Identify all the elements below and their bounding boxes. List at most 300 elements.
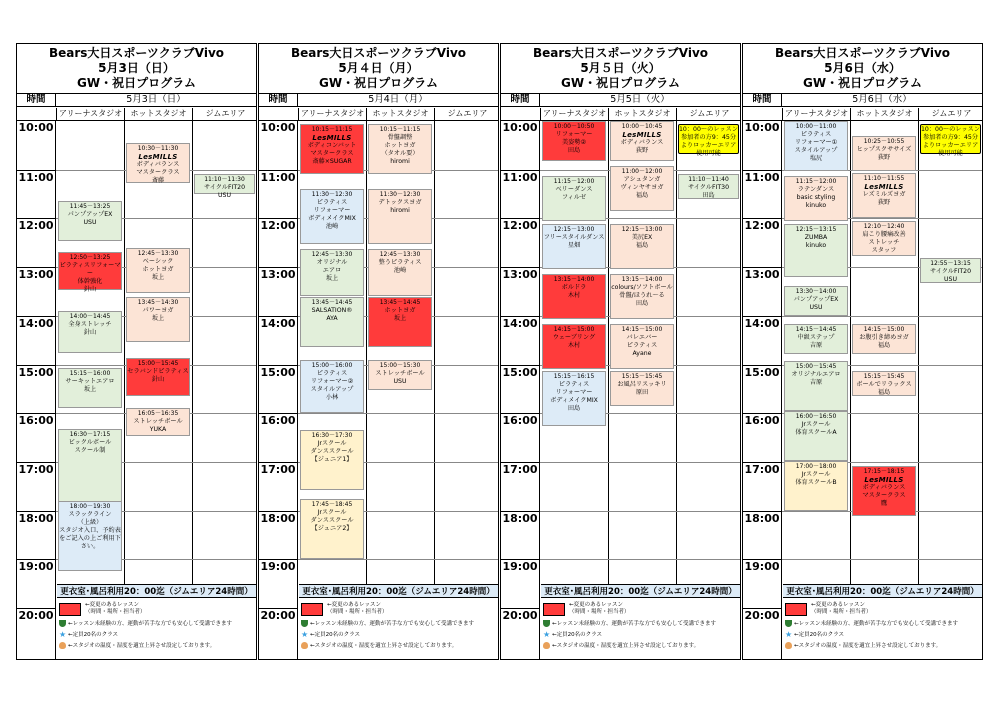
class-time: 10:00－10:45 xyxy=(621,123,663,130)
class-time: 14:15－15:00 xyxy=(553,326,595,333)
class-block[interactable] xyxy=(126,248,190,293)
class-line: 木村 xyxy=(567,342,581,349)
class-line: hiromi xyxy=(390,207,410,214)
hour-label: 17:00 xyxy=(17,462,55,510)
class-line: 荻野 xyxy=(635,147,649,154)
class-block[interactable] xyxy=(58,252,122,293)
class-line: 田島 xyxy=(567,147,581,154)
hour-label: 14:00 xyxy=(17,316,55,364)
hour-label: 18:00 xyxy=(259,511,297,559)
class-block[interactable] xyxy=(300,430,364,490)
class-time: 10:00－10:50 xyxy=(553,123,595,130)
class-block[interactable] xyxy=(784,461,848,511)
class-time: 15:00－16:00 xyxy=(311,362,353,369)
class-line: 【ジュニア1】 xyxy=(311,456,353,463)
hour-label: 12:00 xyxy=(743,218,781,266)
class-time: 13:30－14:00 xyxy=(795,288,837,295)
class-time: 11:30－12:30 xyxy=(379,191,421,198)
class-time: 12:15－13:00 xyxy=(621,226,663,233)
hour-label: 20:00 xyxy=(17,608,55,656)
class-line: ボディメイクMIX xyxy=(550,397,598,404)
legend-change: ←変更のあるレッスン xyxy=(811,602,866,608)
class-line: マスタークラス xyxy=(310,150,354,157)
class-line: ピラティス xyxy=(316,199,348,206)
hour-label: 15:00 xyxy=(501,365,539,413)
class-time: 15:00－15:30 xyxy=(379,362,421,369)
class-line: サイクルFIT20 xyxy=(203,184,246,191)
class-block[interactable] xyxy=(368,360,432,390)
class-line: USU xyxy=(218,192,231,199)
class-line: ピラティス xyxy=(626,342,658,349)
class-line: 田島 xyxy=(635,300,649,307)
class-line: ピラティス xyxy=(316,370,348,377)
class-line: ヒップスクササイズ xyxy=(856,146,912,153)
class-line: サイクルFIT20 xyxy=(929,268,972,275)
class-line: 木村 xyxy=(567,292,581,299)
beginner-icon xyxy=(59,620,66,627)
class-line: USU xyxy=(944,276,957,283)
class-block[interactable] xyxy=(368,124,432,174)
class-block[interactable] xyxy=(368,297,432,347)
schedule-panel xyxy=(742,43,983,660)
class-line: 吉原 xyxy=(809,342,823,349)
class-line: 斎藤×SUGAR xyxy=(312,158,352,165)
class-line: ヴィンヤサヨガ xyxy=(620,184,664,191)
hour-label: 13:00 xyxy=(259,267,297,315)
class-line: リフォーマー xyxy=(313,207,351,214)
class-line: お風呂リスッキリ xyxy=(617,381,667,388)
class-line: ボディコンバット xyxy=(307,142,357,149)
schedule-panel xyxy=(500,43,741,660)
class-line: 福島 xyxy=(635,242,649,249)
class-line: パンプアップEX xyxy=(793,296,839,303)
column-hot: ホットスタジオ xyxy=(609,108,677,120)
hour-label: 12:00 xyxy=(259,218,297,266)
schedule-panel xyxy=(16,43,257,660)
legend-fire: ←スタジオの温度・湿度を適宜上昇させ設定しております。 xyxy=(310,643,458,649)
class-line: LesMILLS xyxy=(312,134,352,142)
class-line: 田島 xyxy=(702,192,715,199)
class-line: ZUMBA xyxy=(804,234,828,241)
hour-label: 12:00 xyxy=(501,218,539,266)
class-time: 18:00－19:30 xyxy=(69,503,111,510)
class-line: Jrスクール xyxy=(317,440,347,447)
hour-label: 11:00 xyxy=(501,170,539,218)
fire-icon xyxy=(785,642,792,649)
class-line: 坂上 xyxy=(151,315,165,322)
class-line: 池崎 xyxy=(393,267,407,274)
class-time: 15:15－16:15 xyxy=(553,373,595,380)
hour-label: 15:00 xyxy=(17,365,55,413)
class-line: スクール制 xyxy=(74,447,106,454)
date-label: 5月6日（水） xyxy=(852,94,912,105)
legend xyxy=(299,599,498,660)
hour-label: 10:00 xyxy=(502,121,538,134)
class-line: をご記入の上ご利用下 xyxy=(59,535,121,542)
class-block[interactable] xyxy=(300,249,364,296)
class-line: ベリーダンス xyxy=(555,186,593,193)
class-block[interactable] xyxy=(678,124,739,157)
class-line: ボールでリラックス xyxy=(856,381,912,388)
class-block[interactable] xyxy=(368,189,432,244)
class-block[interactable] xyxy=(920,258,981,283)
class-time: 11:10－11:30 xyxy=(204,176,245,183)
class-block[interactable] xyxy=(542,274,606,319)
hour-label: 16:00 xyxy=(501,413,539,461)
class-line: ストレッチボール xyxy=(375,370,425,377)
hour-label: 13:00 xyxy=(501,267,539,315)
class-line: エアロ xyxy=(322,267,342,274)
changed-swatch xyxy=(785,603,807,616)
club-title: Bears大日スポーツクラブVivo xyxy=(774,46,951,60)
class-block[interactable] xyxy=(300,360,364,413)
hour-label: 14:00 xyxy=(743,316,781,364)
class-time: 16:30－17:15 xyxy=(69,431,111,438)
hour-label: 17:00 xyxy=(259,462,297,510)
legend xyxy=(541,599,740,660)
class-time: 11:10－11:40 xyxy=(688,176,729,183)
class-line: （上級） xyxy=(77,519,103,526)
schedule-panel xyxy=(258,43,499,660)
class-block[interactable] xyxy=(58,429,122,509)
class-line: ボディメイクMIX xyxy=(308,215,356,222)
time-header: 時間 xyxy=(259,94,298,106)
class-time: 13:45－14:45 xyxy=(379,299,421,306)
hour-label: 19:00 xyxy=(501,559,539,607)
class-block[interactable] xyxy=(610,274,674,319)
class-time: 12:45－13:30 xyxy=(137,250,179,257)
class-line: 鷹 xyxy=(880,500,888,507)
class-line: ボディバランス xyxy=(862,484,906,491)
class-line: パワーヨガ xyxy=(142,307,174,314)
fire-icon xyxy=(59,642,66,649)
legend-beginner: ←レッスン未経験の方、運動が苦手な方でも安心して受講できます xyxy=(552,621,717,627)
class-time: 17:45－18:45 xyxy=(311,501,353,508)
hour-label: 15:00 xyxy=(259,365,297,413)
class-line: AYA xyxy=(326,315,338,322)
club-title: Bears大日スポーツクラブVivo xyxy=(532,46,709,60)
class-line: スタイルアップ xyxy=(794,147,838,154)
hour-label: 13:00 xyxy=(17,267,55,315)
legend-star: ←定員20名のクラス xyxy=(68,632,118,638)
class-time: 15:00－15:45 xyxy=(795,363,837,370)
class-time: 11:15－12:00 xyxy=(795,178,837,185)
class-block[interactable] xyxy=(784,176,848,221)
class-block[interactable] xyxy=(852,221,916,256)
date-label: 5月3日（日） xyxy=(126,94,186,105)
class-time: 14:00－14:45 xyxy=(69,313,111,320)
class-line: ダンススクール xyxy=(310,517,354,524)
date-label: 5月4日（月） xyxy=(368,94,428,105)
legend-star: ←定員20名のクラス xyxy=(552,632,602,638)
class-line: お腹引き締めヨガ xyxy=(859,334,909,341)
class-line: ボディバランス xyxy=(620,139,664,146)
class-time: 15:15－15:45 xyxy=(863,373,905,380)
class-block[interactable] xyxy=(610,324,674,369)
panel-date: 5月3日（日） xyxy=(98,61,175,75)
hour-label: 17:00 xyxy=(743,462,781,510)
class-block[interactable] xyxy=(784,411,848,461)
time-header: 時間 xyxy=(17,94,56,106)
class-line: 坂上 xyxy=(393,315,407,322)
legend-change-sub: （時間・場所・担当者） xyxy=(85,609,146,615)
legend-change: ←変更のあるレッスン xyxy=(327,602,382,608)
class-line: 10：00～のレッスン xyxy=(679,126,738,133)
class-line: スラックライン xyxy=(68,511,112,518)
class-line: 福島 xyxy=(635,192,649,199)
class-line: 池崎 xyxy=(325,223,339,230)
class-line: 坂上 xyxy=(83,386,97,393)
class-block[interactable] xyxy=(300,124,364,174)
class-block[interactable] xyxy=(852,324,916,354)
class-block[interactable] xyxy=(58,201,122,241)
class-line: オリジナル xyxy=(316,259,348,266)
class-time: 10:25－10:55 xyxy=(863,138,905,145)
legend-fire: ←スタジオの温度・湿度を適宜上昇させ設定しております。 xyxy=(794,643,942,649)
class-block[interactable] xyxy=(542,176,606,221)
hour-label: 11:00 xyxy=(743,170,781,218)
class-block[interactable] xyxy=(784,361,848,411)
class-block[interactable] xyxy=(58,311,122,353)
class-line: 斎藤 xyxy=(151,177,165,184)
class-block[interactable] xyxy=(542,224,606,269)
class-line: デトックスヨガ xyxy=(378,199,422,206)
class-block[interactable] xyxy=(542,371,606,426)
hour-label: 10:00 xyxy=(18,121,54,134)
class-line: バレエバー xyxy=(626,334,658,341)
star-icon: ★ xyxy=(785,630,793,639)
class-time: 17:00－18:00 xyxy=(795,463,837,470)
class-line: 全身ストレッチ xyxy=(68,321,112,328)
class-block[interactable] xyxy=(300,499,364,559)
class-block[interactable] xyxy=(126,297,190,342)
class-line: よりロッカーエリア xyxy=(922,142,979,149)
class-line: リフォーマー xyxy=(555,389,593,396)
legend-change: ←変更のあるレッスン xyxy=(85,602,140,608)
legend-fire: ←スタジオの温度・湿度を適宜上昇させ設定しております。 xyxy=(68,643,216,649)
class-time: 11:30－12:30 xyxy=(311,191,353,198)
class-line: フィルゼ xyxy=(561,194,587,201)
class-line: 福島 xyxy=(877,389,891,396)
class-line: 使用可能 xyxy=(696,150,721,157)
legend-beginner: ←レッスン未経験の方、運動が苦手な方でも安心して受講できます xyxy=(310,621,475,627)
class-line: 荻野 xyxy=(877,199,891,206)
class-block[interactable] xyxy=(784,324,848,354)
class-line: リフォーマー xyxy=(555,131,593,138)
facility-banner: 更衣室･風呂利用20：00迄（ジムエリア24時間） xyxy=(541,584,740,598)
panel-date: 5月５日（火） xyxy=(580,61,661,75)
column-hot: ホットスタジオ xyxy=(367,108,435,120)
hour-label: 10:00 xyxy=(260,121,296,134)
star-icon: ★ xyxy=(59,630,67,639)
class-line: Jrスクール xyxy=(317,509,347,516)
class-line: フリースタイルダンス xyxy=(543,234,605,241)
class-line: USU xyxy=(393,378,407,385)
legend-star: ←定員20名のクラス xyxy=(794,632,844,638)
class-line: ピラティス xyxy=(558,381,590,388)
class-time: 12:50－13:25 xyxy=(69,254,111,261)
class-block[interactable] xyxy=(610,166,674,211)
class-time: 11:15－12:00 xyxy=(553,178,595,185)
class-line: マスタークラス xyxy=(862,492,906,499)
class-block[interactable] xyxy=(610,121,674,161)
class-line: LesMILLS xyxy=(622,131,662,139)
legend xyxy=(57,599,256,660)
class-line: USU xyxy=(809,304,823,311)
class-block[interactable] xyxy=(852,466,916,516)
hour-label: 18:00 xyxy=(17,511,55,559)
hour-label: 20:00 xyxy=(259,608,297,656)
class-block[interactable] xyxy=(300,189,364,244)
class-line: LesMILLS xyxy=(138,153,178,161)
class-block[interactable] xyxy=(852,173,916,218)
legend-change-sub: （時間・場所・担当者） xyxy=(327,609,388,615)
panel-header xyxy=(501,44,740,94)
program-subtitle: GW・祝日プログラム xyxy=(561,76,680,90)
hour-label: 19:00 xyxy=(17,559,55,607)
class-time: 13:45－14:30 xyxy=(137,299,179,306)
class-time: 14:15－15:00 xyxy=(863,326,905,333)
class-block[interactable] xyxy=(678,174,739,199)
class-block[interactable] xyxy=(852,371,916,396)
class-line: Ayane xyxy=(632,350,652,357)
class-time: 16:00－16:50 xyxy=(795,413,837,420)
class-line: リフォーマー② xyxy=(310,378,354,385)
program-subtitle: GW・祝日プログラム xyxy=(77,76,196,90)
class-block[interactable] xyxy=(542,121,606,161)
hour-label: 16:00 xyxy=(259,413,297,461)
class-time: 10:00－11:00 xyxy=(795,123,837,130)
class-line: ウェーブリング xyxy=(552,334,596,341)
class-line: ボディバランス xyxy=(136,161,180,168)
class-line: 坂上 xyxy=(151,274,165,281)
panel-header xyxy=(743,44,982,94)
class-line: 中級ステップ xyxy=(797,334,835,341)
class-time: 12:45－13:30 xyxy=(311,251,353,258)
legend xyxy=(783,599,982,660)
class-line: レズミルズヨガ xyxy=(862,191,906,198)
hour-label: 14:00 xyxy=(501,316,539,364)
class-time: 13:15－14:00 xyxy=(553,276,595,283)
class-line: LesMILLS xyxy=(864,476,904,484)
class-line: スタッフ xyxy=(871,247,897,254)
changed-swatch xyxy=(543,603,565,616)
class-time: 10:15－11:15 xyxy=(379,126,421,133)
changed-swatch xyxy=(59,603,81,616)
class-block[interactable] xyxy=(920,124,981,157)
class-line: hiromi xyxy=(390,158,410,165)
class-time: 16:05－16:35 xyxy=(137,410,179,417)
class-time: 11:10－11:55 xyxy=(863,175,905,182)
class-line: colours/ソフトボール xyxy=(611,284,673,291)
class-line: ストレッチボール xyxy=(133,418,183,425)
class-line: ピラティスリフォーマー xyxy=(59,262,121,277)
class-time: 13:45－14:45 xyxy=(311,299,353,306)
column-gym: ジムエリア xyxy=(931,109,972,118)
time-header: 時間 xyxy=(501,94,540,106)
class-line: ボルドラ xyxy=(561,284,587,291)
class-time: 12:15－13:00 xyxy=(553,226,595,233)
class-block[interactable] xyxy=(126,143,190,183)
legend-beginner: ←レッスン未経験の方、運動が苦手な方でも安心して受講できます xyxy=(794,621,959,627)
class-line: ビックルボール xyxy=(68,439,112,446)
class-time: 12:15－13:15 xyxy=(795,226,837,233)
class-time: 13:15－14:00 xyxy=(621,276,663,283)
hour-label: 12:00 xyxy=(17,218,55,266)
class-line: 10：00～のレッスン xyxy=(921,126,980,133)
hour-label: 16:00 xyxy=(17,413,55,461)
legend-beginner: ←レッスン未経験の方、運動が苦手な方でも安心して受講できます xyxy=(68,621,233,627)
class-block[interactable] xyxy=(784,121,848,171)
program-subtitle: GW・祝日プログラム xyxy=(803,76,922,90)
class-line: サーキットエアロ xyxy=(65,378,115,385)
class-line: 体育スクールA xyxy=(795,429,837,436)
class-time: 15:00－15:45 xyxy=(137,360,179,367)
class-line: 肩こり腰痛改善 xyxy=(862,231,906,238)
class-line: 体育スクールB xyxy=(795,479,837,486)
hour-label: 20:00 xyxy=(501,608,539,656)
class-line: LesMILLS xyxy=(864,183,904,191)
fire-icon xyxy=(301,642,308,649)
changed-swatch xyxy=(301,603,323,616)
hour-label: 17:00 xyxy=(501,462,539,510)
column-hot: ホットスタジオ xyxy=(125,108,193,120)
class-block[interactable] xyxy=(542,324,606,369)
hour-label: 14:00 xyxy=(259,316,297,364)
class-line: さい。 xyxy=(80,543,100,550)
hour-label: 16:00 xyxy=(743,413,781,461)
class-line: よりロッカーエリア xyxy=(680,142,737,149)
class-block[interactable] xyxy=(610,371,674,406)
class-line: 美尻EX xyxy=(631,234,653,241)
class-line: 針山 xyxy=(83,286,97,293)
class-line: 原田 xyxy=(635,389,649,396)
class-block[interactable] xyxy=(300,297,364,347)
class-block[interactable] xyxy=(126,358,190,396)
column-gym: ジムエリア xyxy=(205,109,246,118)
class-block[interactable] xyxy=(784,286,848,316)
star-icon: ★ xyxy=(301,630,309,639)
class-block[interactable] xyxy=(58,501,122,571)
class-block[interactable] xyxy=(194,174,255,199)
class-line: マスタークラス xyxy=(136,169,180,176)
beginner-icon xyxy=(785,620,792,627)
legend-change-sub: （時間・場所・担当者） xyxy=(569,609,630,615)
class-time: 12:55－13:15 xyxy=(930,260,971,267)
beginner-icon xyxy=(543,620,550,627)
class-line: 【ジュニア2】 xyxy=(311,525,353,532)
class-block[interactable] xyxy=(852,136,916,171)
class-line: ベーシック xyxy=(142,258,174,265)
class-block[interactable] xyxy=(368,249,432,296)
class-line: ダンススクール xyxy=(310,448,354,455)
class-block[interactable] xyxy=(126,408,190,436)
class-block[interactable] xyxy=(58,368,122,408)
legend-star: ←定員20名のクラス xyxy=(310,632,360,638)
class-line: ラテンダンス xyxy=(797,186,835,193)
time-header: 時間 xyxy=(743,94,782,106)
class-line: 小林 xyxy=(325,394,339,401)
column-hot: ホットスタジオ xyxy=(851,108,919,120)
class-line: Jrスクール xyxy=(801,471,831,478)
facility-banner: 更衣室･風呂利用20：00迄（ジムエリア24時間） xyxy=(57,584,256,598)
class-block[interactable] xyxy=(784,224,848,277)
class-block[interactable] xyxy=(610,224,674,269)
class-line: 使用可能 xyxy=(938,150,963,157)
class-line: アシュタンガ xyxy=(623,176,661,183)
class-line: パンプアップEX xyxy=(67,211,113,218)
hour-label: 19:00 xyxy=(743,559,781,607)
